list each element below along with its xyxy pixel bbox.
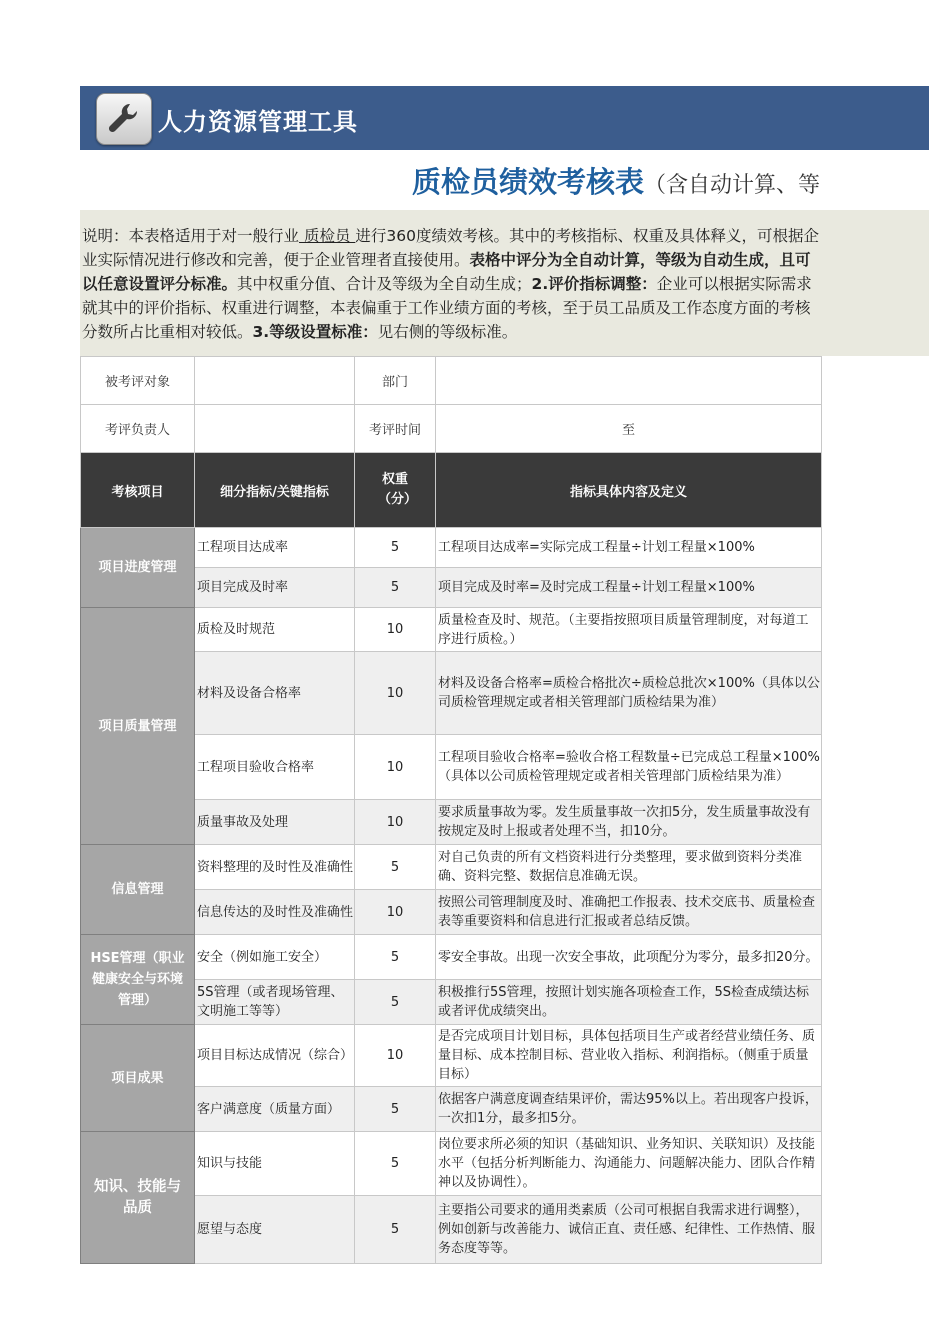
time-label: 考评时间 <box>355 405 436 453</box>
title-main: 质检员绩效考核表 <box>411 165 644 199</box>
target-label: 被考评对象 <box>81 357 195 405</box>
weight-cell: 5 <box>355 980 436 1025</box>
definition-cell: 项目完成及时率=及时完成工程量÷计划工程量×100% <box>436 568 822 608</box>
indicator-cell: 工程项目验收合格率 <box>195 735 355 800</box>
time-value[interactable]: 至 <box>436 405 822 453</box>
table-row <box>81 845 822 890</box>
definition-cell: 质量检查及时、规范。（主要指按照项目质量管理制度，对每道工序进行质检。） <box>436 608 822 652</box>
info-row <box>81 357 822 405</box>
target-value[interactable] <box>195 357 355 405</box>
dept-value[interactable] <box>436 357 822 405</box>
weight-cell: 10 <box>355 1025 436 1087</box>
weight-cell: 10 <box>355 608 436 652</box>
definition-cell: 依据客户满意度调查结果评价，需达95%以上。若出现客户投诉，一次扣1分，最多扣5分。 <box>436 1087 822 1132</box>
weight-cell: 5 <box>355 568 436 608</box>
indicator-cell: 信息传达的及时性及准确性 <box>195 890 355 935</box>
header-weight <box>355 453 436 528</box>
table-row <box>81 608 822 652</box>
indicator-cell: 项目目标达成情况（综合） <box>195 1025 355 1087</box>
page-title <box>80 160 820 206</box>
table-row <box>81 528 822 568</box>
weight-cell: 5 <box>355 935 436 980</box>
header-weight-text: 权重（分） <box>378 472 418 507</box>
indicator-cell: 工程项目达成率 <box>195 528 355 568</box>
notes-part: 见右侧的等级标准。 <box>377 323 518 341</box>
definition-cell: 积极推行5S管理，按照计划实施各项检查工作，5S检查成绩达标或者评优成绩突出。 <box>436 980 822 1025</box>
title-sub: （含自动计算、等 <box>643 173 820 198</box>
notes-part: 其中权重分值、合计及等级为全自动生成； <box>237 275 532 293</box>
weight-cell: 10 <box>355 652 436 735</box>
notes-bold: 2.评价指标调整： <box>531 275 657 293</box>
category-cell: HSE管理（职业健康安全与环境管理） <box>81 935 195 1025</box>
dept-label: 部门 <box>355 357 436 405</box>
weight-cell: 10 <box>355 735 436 800</box>
indicator-cell: 项目完成及时率 <box>195 568 355 608</box>
wrench-icon <box>96 93 152 145</box>
notes-panel <box>80 210 929 356</box>
weight-cell: 5 <box>355 845 436 890</box>
indicator-cell: 资料整理的及时性及准确性 <box>195 845 355 890</box>
definition-cell: 按照公司管理制度及时、准确把工作报表、技术交底书、质量检查表等重要资料和信息进行汇报或者总结反馈。 <box>436 890 822 935</box>
weight-cell: 5 <box>355 1087 436 1132</box>
weight-cell: 5 <box>355 528 436 568</box>
header-category: 考核项目 <box>81 453 195 528</box>
category-cell: 信息管理 <box>81 845 195 935</box>
indicator-cell: 安全（例如施工安全） <box>195 935 355 980</box>
owner-value[interactable] <box>195 405 355 453</box>
definition-cell: 材料及设备合格率=质检合格批次÷质检总批次×100%（具体以公司质检管理规定或者相关管理部门质检结果为准） <box>436 652 822 735</box>
weight-cell: 10 <box>355 890 436 935</box>
definition-cell: 对自己负责的所有文档资料进行分类整理，要求做到资料分类准确、资料完整、数据信息准确无误。 <box>436 845 822 890</box>
definition-cell: 是否完成项目计划目标，具体包括项目生产或者经营业绩任务、质量目标、成本控制目标、营业收入指标、利润指标。（侧重于质量目标） <box>436 1025 822 1087</box>
definition-cell: 零安全事故。出现一次安全事故，此项配分为零分，最多扣20分。 <box>436 935 822 980</box>
category-cell: 项目质量管理 <box>81 608 195 845</box>
weight-cell: 5 <box>355 1132 436 1196</box>
indicator-cell: 质检及时规范 <box>195 608 355 652</box>
assessment-table <box>80 356 822 1264</box>
indicator-cell: 材料及设备合格率 <box>195 652 355 735</box>
definition-cell: 主要指公司要求的通用类素质（公司可根据自我需求进行调整），例如创新与改善能力、诚信正直、责任感、纪律性、工作热情、服务态度等等。 <box>436 1196 822 1264</box>
category-cell: 项目进度管理 <box>81 528 195 608</box>
table-row <box>81 1025 822 1087</box>
indicator-cell: 知识与技能 <box>195 1132 355 1196</box>
notes-text <box>82 224 820 350</box>
definition-cell: 岗位要求所必须的知识（基础知识、业务知识、关联知识）及技能水平（包括分析判断能力、沟通能力、问题解决能力、团队合作精神以及协调性）。 <box>436 1132 822 1196</box>
notes-bold: 表格中评分为全自动计算，等级为自动生成，且可以任意设置评分标准。 <box>82 251 811 293</box>
category-cell: 知识、技能与品质 <box>81 1132 195 1264</box>
definition-cell: 要求质量事故为零。发生质量事故一次扣5分，发生质量事故没有按规定及时上报或者处理不当，扣10分。 <box>436 800 822 845</box>
notes-bold: 3.等级设置标准： <box>252 323 378 341</box>
info-row <box>81 405 822 453</box>
notes-part: 企业可以根据实际需求就其中的评价指标、权重进行调整，本表偏重于工作业绩方面的考核，至于员工品质及工作态度方面的考核分数所占比重相对较低。 <box>82 275 812 341</box>
table-row <box>81 1132 822 1196</box>
banner-title: 人力资源管理工具 <box>158 108 358 136</box>
category-cell: 项目成果 <box>81 1025 195 1132</box>
header-row <box>81 453 822 528</box>
indicator-cell: 质量事故及处理 <box>195 800 355 845</box>
indicator-cell: 愿望与态度 <box>195 1196 355 1264</box>
notes-role: 质检员 <box>299 227 356 245</box>
owner-label: 考评负责人 <box>81 405 195 453</box>
header-definition: 指标具体内容及定义 <box>436 453 822 528</box>
notes-part: 进行360度绩效考核。其中的考核指标、权重及具体释义，可根据企业实际情况进行修改和完善，便于企业管理者直接使用。 <box>82 227 819 269</box>
weight-cell: 5 <box>355 1196 436 1264</box>
definition-cell: 工程项目验收合格率=验收合格工程数量÷已完成总工程量×100%（具体以公司质检管理规定或者相关管理部门质检结果为准） <box>436 735 822 800</box>
notes-part: 说明：本表格适用于对一般行业 <box>82 227 300 245</box>
indicator-cell: 5S管理（或者现场管理、文明施工等等） <box>195 980 355 1025</box>
indicator-cell: 客户满意度（质量方面） <box>195 1087 355 1132</box>
table-row <box>81 935 822 980</box>
weight-cell: 10 <box>355 800 436 845</box>
header-banner <box>80 86 929 150</box>
definition-cell: 工程项目达成率=实际完成工程量÷计划工程量×100% <box>436 528 822 568</box>
header-indicator: 细分指标/关键指标 <box>195 453 355 528</box>
